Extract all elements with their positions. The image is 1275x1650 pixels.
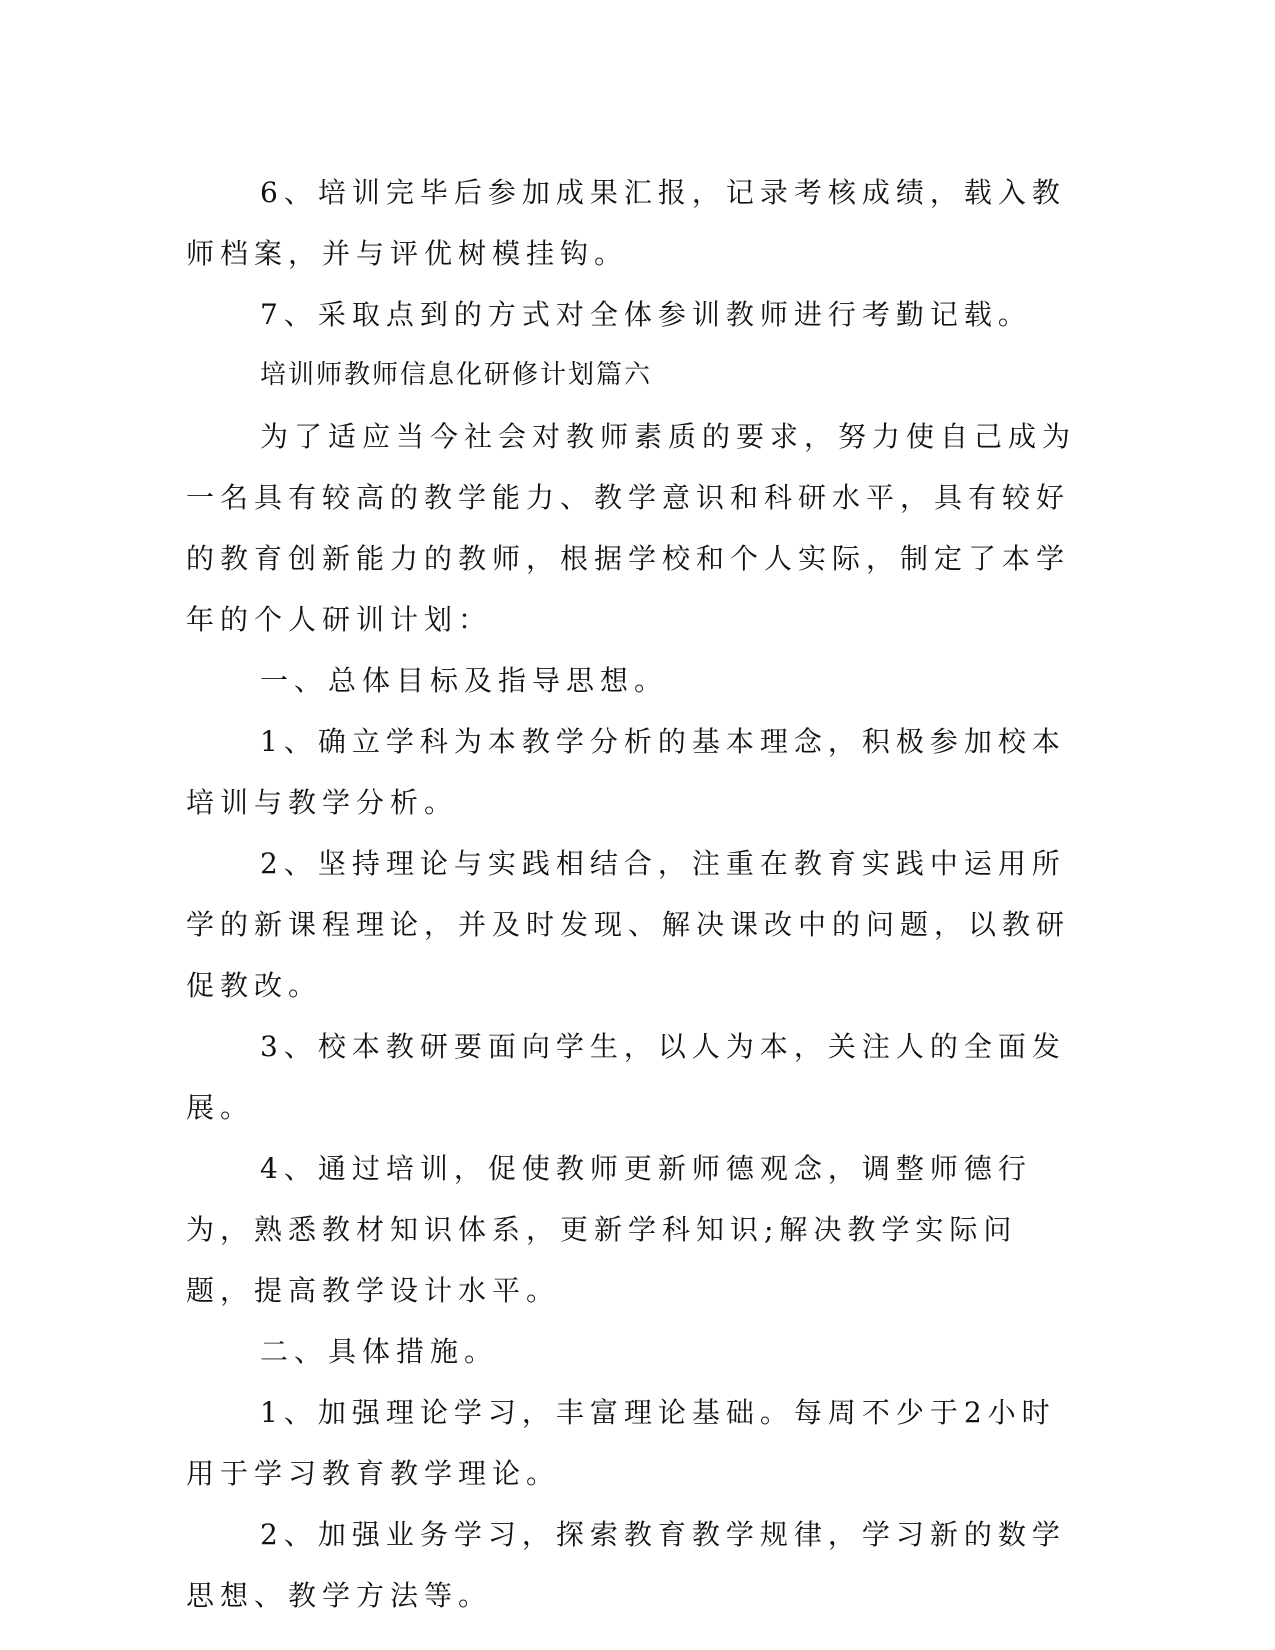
paragraph-7-attendance: 7、采取点到的方式对全体参训教师进行考勤记载。 [260, 298, 1032, 331]
measure-item-2: 2、加强业务学习，探索教育教学规律，学习新的数学思想、教学方法等。 [186, 1518, 1066, 1612]
goal-item-2: 2、坚持理论与实践相结合，注重在教育实践中运用所学的新课程理论，并及时发现、解决课改中的问题，以教研促教改。 [186, 847, 1071, 1002]
heading-overall-goals: 一、总体目标及指导思想。 [260, 664, 669, 697]
document-body [186, 162, 1076, 1626]
goal-item-1: 1、确立学科为本教学分析的基本理念，积极参加校本培训与教学分析。 [186, 725, 1066, 819]
paragraph-6-report: 6、培训完毕后参加成果汇报，记录考核成绩，载入教师档案，并与评优树模挂钩。 [186, 176, 1066, 270]
heading-specific-measures: 二、具体措施。 [260, 1335, 499, 1368]
goal-item-3: 3、校本教研要面向学生，以人为本，关注人的全面发展。 [186, 1030, 1066, 1124]
goal-item-4: 4、通过培训，促使教师更新师德观念，调整师德行为，熟悉教材知识体系，更新学科知识;解决教学实际问题，提高教学设计水平。 [186, 1152, 1032, 1307]
section-title: 培训师教师信息化研修计划篇六 [260, 360, 653, 390]
measure-item-1: 1、加强理论学习，丰富理论基础。每周不少于2小时用于学习教育教学理论。 [186, 1396, 1056, 1490]
intro-paragraph: 为了适应当今社会对教师素质的要求，努力使自己成为一名具有较高的教学能力、教学意识和科研水平，具有较好的教育创新能力的教师，根据学校和个人实际，制定了本学年的个人研训计划： [186, 420, 1077, 636]
